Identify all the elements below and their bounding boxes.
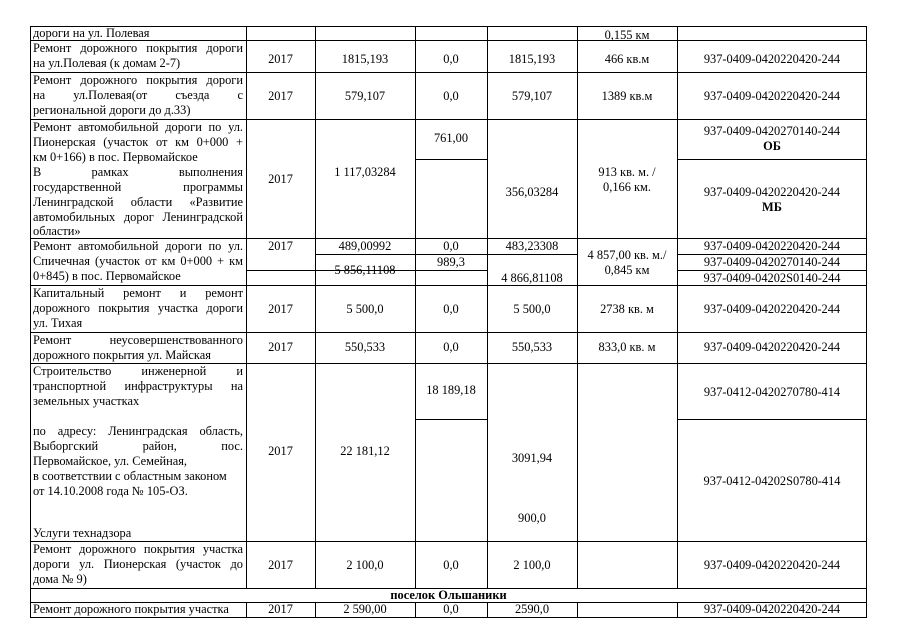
work-name: дороги ул. Пионерская (участок до bbox=[33, 557, 243, 571]
work-name: дорожного покрытия участка дороги bbox=[33, 301, 243, 315]
local-cell: 2 100,0 bbox=[513, 558, 551, 572]
section-heading: поселок Ольшаники bbox=[390, 588, 507, 602]
work-name: государственной программы bbox=[33, 180, 243, 194]
year-cell: 2017 bbox=[268, 172, 293, 186]
work-name: Строительство инженерной и bbox=[33, 364, 243, 378]
budget-source: МБ bbox=[762, 200, 782, 214]
regional-cell: 0,0 bbox=[443, 52, 459, 66]
row-divider bbox=[677, 419, 867, 420]
row-divider bbox=[415, 419, 487, 420]
budget-code: 937-0409-0420220420-244 bbox=[703, 89, 841, 103]
regional-cell: 761,00 bbox=[433, 131, 469, 145]
budget-code: 937-0409-0420220420-244 bbox=[703, 302, 841, 316]
budget-code: 937-0409-0420220420-244 bbox=[703, 185, 841, 199]
area-cell: 0,166 км. bbox=[603, 180, 651, 194]
total-cell: 579,107 bbox=[344, 89, 386, 103]
year-cell: 2017 bbox=[268, 239, 293, 253]
area-cell: 913 кв. м. / bbox=[598, 165, 656, 179]
work-name: транспортной инфраструктуры на bbox=[33, 379, 243, 393]
regional-cell: 989,3 bbox=[437, 255, 465, 269]
budget-code: 937-0409-0420220420-244 bbox=[703, 558, 841, 572]
area-cell: 1389 кв.м bbox=[601, 89, 653, 103]
budget-code: 937-0409-04202S0140-244 bbox=[703, 271, 841, 285]
work-name: на ул.Полевая (к домам 2-7) bbox=[33, 56, 181, 70]
regional-cell: 0,0 bbox=[443, 558, 459, 572]
work-name: Первомайское, ул. Семейная, bbox=[33, 454, 188, 468]
work-name: Ремонт дорожного покрытия дороги bbox=[33, 41, 243, 55]
area-cell: 0,845 км bbox=[604, 263, 650, 277]
budget-code: 937-0409-0420270140-244 bbox=[703, 255, 841, 269]
budget-code: 937-0409-0420220420-244 bbox=[703, 340, 841, 354]
total-cell: 5 500,0 bbox=[346, 302, 384, 316]
regional-cell: 0,0 bbox=[443, 302, 459, 316]
total-cell: 1815,193 bbox=[341, 52, 389, 66]
regional-cell: 0,0 bbox=[443, 89, 459, 103]
area-cell: 2738 кв. м bbox=[600, 302, 654, 316]
work-name: на ул.Полевая(от съезда с bbox=[33, 88, 243, 102]
work-name: региональной дороги до д.33) bbox=[33, 103, 191, 117]
budget-source: ОБ bbox=[763, 139, 781, 153]
year-cell: 2017 bbox=[268, 340, 293, 354]
work-name: км 0+166) в пос. Первомайское bbox=[33, 150, 198, 164]
work-name: Пионерская (участок от км 0+000 + bbox=[33, 135, 243, 149]
budget-code: 937-0409-0420220420-244 bbox=[703, 52, 841, 66]
work-name: дорожного покрытия ул. Майская bbox=[33, 348, 211, 362]
work-name: Спичечная (участок от км 0+000 + км bbox=[33, 254, 243, 268]
total-cell: 2 590,00 bbox=[343, 602, 387, 616]
year-cell: 2017 bbox=[268, 558, 293, 572]
budget-code: 937-0412-04202S0780-414 bbox=[703, 474, 841, 488]
work-name: дороги на ул. Полевая bbox=[33, 26, 150, 40]
work-name: автомобильных дорог Ленинградской bbox=[33, 210, 243, 224]
work-name: ул. Тихая bbox=[33, 316, 83, 330]
work-name: Ремонт дорожного покрытия участка bbox=[33, 542, 243, 556]
work-name: Ремонт неусовершенствованного bbox=[33, 333, 243, 347]
total-cell: 5 856,11108 bbox=[334, 263, 396, 277]
local-cell: 550,533 bbox=[511, 340, 553, 354]
budget-code: 937-0409-0420270140-244 bbox=[703, 124, 841, 138]
local-cell: 579,107 bbox=[511, 89, 553, 103]
work-name: дома № 9) bbox=[33, 572, 87, 586]
year-cell: 2017 bbox=[268, 52, 293, 66]
area-cell: 833,0 кв. м bbox=[598, 340, 656, 354]
year-cell: 2017 bbox=[268, 602, 293, 616]
work-name: Услуги технадзора bbox=[33, 526, 132, 540]
year-cell: 2017 bbox=[268, 444, 293, 458]
area-cell: 4 857,00 кв. м./ bbox=[587, 248, 667, 262]
regional-cell: 0,0 bbox=[443, 602, 459, 616]
total-cell: 22 181,12 bbox=[340, 444, 390, 458]
regional-cell: 0,0 bbox=[443, 340, 459, 354]
work-name: Ремонт дорожного покрытия дороги bbox=[33, 73, 243, 87]
budget-code: 937-0409-0420220420-244 bbox=[703, 239, 841, 253]
local-cell: 356,03284 bbox=[505, 185, 559, 199]
row-divider bbox=[415, 159, 487, 160]
budget-code: 937-0409-0420220420-244 bbox=[703, 602, 841, 616]
work-name: по адресу: Ленинградская область, bbox=[33, 424, 243, 438]
local-cell: 1815,193 bbox=[508, 52, 556, 66]
local-cell: 483,23308 bbox=[505, 239, 559, 253]
total-cell: 2 100,0 bbox=[346, 558, 384, 572]
year-cell: 2017 bbox=[268, 302, 293, 316]
work-name: Ремонт дорожного покрытия участка bbox=[33, 602, 229, 616]
local-cell: 3091,94 bbox=[511, 451, 553, 465]
work-name: В рамках выполнения bbox=[33, 165, 243, 179]
regional-cell: 0,0 bbox=[443, 239, 459, 253]
work-name: области» bbox=[33, 224, 81, 238]
regional-cell: 18 189,18 bbox=[426, 383, 476, 397]
local-cell: 5 500,0 bbox=[513, 302, 551, 316]
local-cell: 900,0 bbox=[518, 511, 546, 525]
work-name: от 14.10.2008 года № 105-ОЗ. bbox=[33, 484, 188, 498]
column-divider bbox=[577, 602, 578, 618]
work-name: в соответствии с областным законом bbox=[33, 469, 227, 483]
total-cell: 489,00992 bbox=[338, 239, 392, 253]
work-name: Ремонт автомобильной дороги по ул. bbox=[33, 239, 243, 253]
work-name: Ленинградской области «Развитие bbox=[33, 195, 243, 209]
work-name: Выборгский район, пос. bbox=[33, 439, 243, 453]
total-cell: 550,533 bbox=[344, 340, 386, 354]
area-cell: 466 кв.м bbox=[604, 52, 650, 66]
budget-code: 937-0412-0420270780-414 bbox=[703, 385, 841, 399]
year-cell: 2017 bbox=[268, 89, 293, 103]
work-name: земельных участках bbox=[33, 394, 140, 408]
work-name: Капитальный ремонт и ремонт bbox=[33, 286, 243, 300]
area-cell: 0,155 км bbox=[604, 28, 650, 42]
local-cell: 2590,0 bbox=[514, 602, 550, 616]
row-divider bbox=[677, 159, 867, 160]
local-cell: 4 866,81108 bbox=[501, 271, 563, 285]
work-name: 0+845) в пос. Первомайское bbox=[33, 269, 181, 283]
total-cell: 1 117,03284 bbox=[334, 165, 396, 179]
work-name: Ремонт автомобильной дороги по ул. bbox=[33, 120, 243, 134]
